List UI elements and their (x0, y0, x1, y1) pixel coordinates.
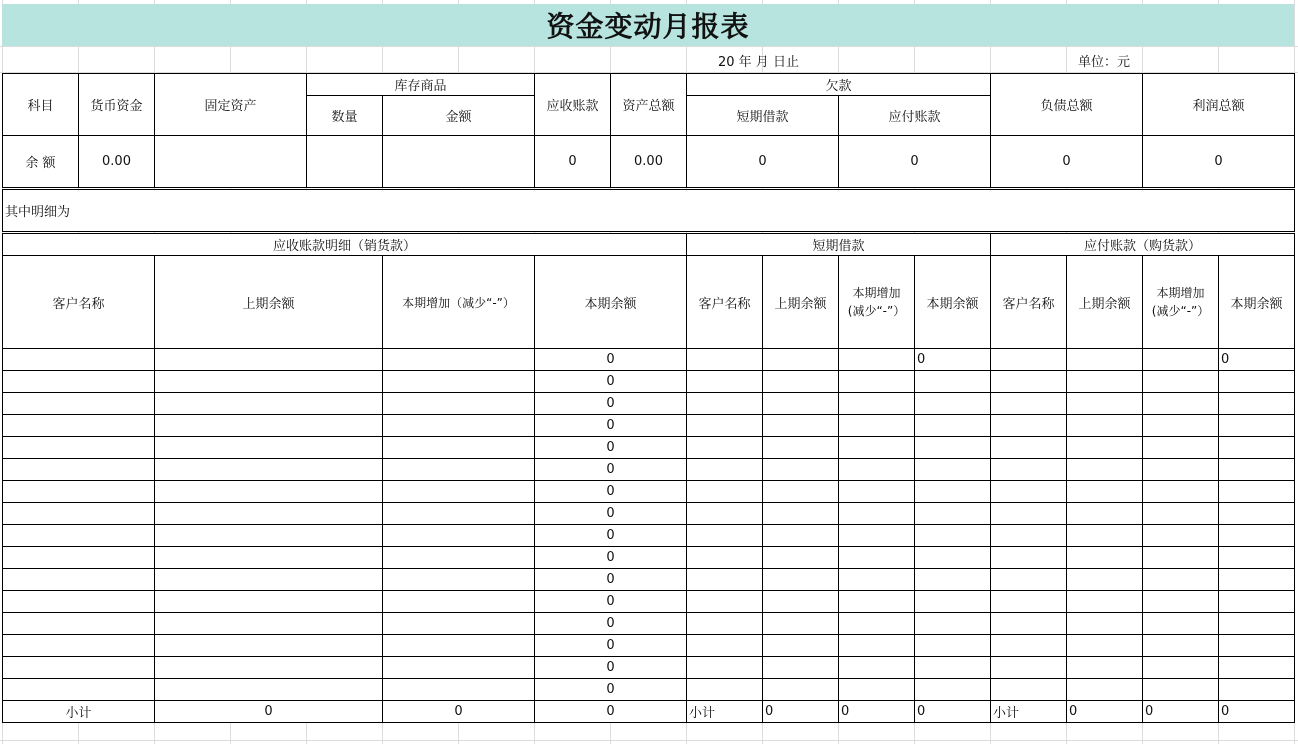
ar-current-balance-cell[interactable]: 0 (535, 591, 687, 613)
payables-value[interactable]: 0 (839, 136, 991, 188)
sl-subtotal-label: 小计 (687, 701, 763, 723)
sl-current-balance-cell[interactable]: 0 (915, 349, 991, 371)
ar-customer-name-cell[interactable] (3, 393, 155, 415)
sl-current-balance-cell[interactable] (915, 393, 991, 415)
sl-customer-name-cell[interactable] (687, 569, 763, 591)
ap-customer-name-cell[interactable] (991, 459, 1067, 481)
ap-current-balance-cell[interactable] (1219, 613, 1295, 635)
sl-increase-cell[interactable] (839, 591, 915, 613)
table-row (3, 393, 1295, 415)
ap-increase-cell[interactable] (1143, 547, 1219, 569)
ar-increase-cell[interactable] (383, 635, 535, 657)
ap-prev-balance-cell[interactable] (1067, 503, 1143, 525)
ar-subtotal-increase: 0 (383, 701, 535, 723)
unit-label: 单位：元 (1078, 55, 1131, 70)
short-term-loans-header: 短期借款 (687, 96, 839, 136)
ar-current-balance-cell[interactable]: 0 (535, 459, 687, 481)
ap-increase-cell[interactable] (1143, 459, 1219, 481)
detail-table (2, 233, 1295, 723)
sl-increase-cell[interactable] (839, 503, 915, 525)
report-date: 20 年 月 日止 (718, 55, 799, 70)
report-title: 资金变动月报表 (2, 4, 1294, 46)
ar-customer-name-cell[interactable] (3, 547, 155, 569)
sl-increase-cell[interactable] (839, 613, 915, 635)
inventory-header: 库存商品 (307, 74, 535, 96)
total-assets-value[interactable]: 0.00 (611, 136, 687, 188)
sl-current-balance-cell[interactable] (915, 525, 991, 547)
ar-current-balance-cell[interactable]: 0 (535, 657, 687, 679)
sl-increase-header (839, 256, 915, 349)
inventory-quantity-header: 数量 (307, 96, 383, 136)
ap-customer-name-cell[interactable] (991, 657, 1067, 679)
ap-increase-cell[interactable] (1143, 349, 1219, 371)
table-row (3, 569, 1295, 591)
ap-current-balance-cell[interactable] (1219, 591, 1295, 613)
sl-increase-cell[interactable] (839, 349, 915, 371)
ar-increase-cell[interactable] (383, 547, 535, 569)
ap-prev-balance-cell[interactable] (1067, 525, 1143, 547)
ar-customer-name-cell[interactable] (3, 635, 155, 657)
ar-increase-cell[interactable] (383, 503, 535, 525)
ap-subtotal-increase: 0 (1143, 701, 1219, 723)
sl-customer-name-cell[interactable] (687, 437, 763, 459)
sl-customer-name-cell[interactable] (687, 613, 763, 635)
sl-prev-balance-cell[interactable] (763, 547, 839, 569)
sl-prev-balance-cell[interactable] (763, 525, 839, 547)
ap-customer-name-cell[interactable] (991, 349, 1067, 371)
sl-prev-balance-cell[interactable] (763, 635, 839, 657)
table-row (3, 635, 1295, 657)
sl-customer-name-header: 客户名称 (687, 256, 763, 349)
ar-customer-name-cell[interactable] (3, 613, 155, 635)
ar-customer-name-cell[interactable] (3, 481, 155, 503)
sl-current-balance-cell[interactable] (915, 481, 991, 503)
sl-increase-cell[interactable] (839, 547, 915, 569)
ap-increase-cell[interactable] (1143, 591, 1219, 613)
sl-customer-name-cell[interactable] (687, 547, 763, 569)
table-row (3, 481, 1295, 503)
sl-customer-name-cell[interactable] (687, 635, 763, 657)
ap-customer-name-cell[interactable] (991, 569, 1067, 591)
ap-current-balance-header: 本期余额 (1219, 256, 1295, 349)
ar-current-balance-cell[interactable]: 0 (535, 371, 687, 393)
ar-prev-balance-cell[interactable] (155, 415, 383, 437)
fixed-assets-value[interactable] (155, 136, 307, 188)
table-row (3, 349, 1295, 371)
table-row (3, 437, 1295, 459)
total-profit-header: 利润总额 (1143, 74, 1295, 136)
ap-increase-header (1143, 256, 1219, 349)
ar-customer-name-header: 客户名称 (3, 256, 155, 349)
payables-header: 应付账款 (839, 96, 991, 136)
ap-current-balance-cell[interactable] (1219, 635, 1295, 657)
ap-customer-name-cell[interactable] (991, 415, 1067, 437)
ap-customer-name-cell[interactable] (991, 547, 1067, 569)
ar-current-balance-cell[interactable]: 0 (535, 393, 687, 415)
ap-prev-balance-cell[interactable] (1067, 613, 1143, 635)
summary-table (2, 73, 1295, 188)
ap-current-balance-cell[interactable] (1219, 503, 1295, 525)
sl-customer-name-cell[interactable] (687, 393, 763, 415)
sl-prev-balance-header: 上期余额 (763, 256, 839, 349)
ap-customer-name-cell[interactable] (991, 393, 1067, 415)
ap-increase-cell[interactable] (1143, 503, 1219, 525)
ap-customer-name-cell[interactable] (991, 481, 1067, 503)
receivables-header: 应收账款 (535, 74, 611, 136)
ar-customer-name-cell[interactable] (3, 415, 155, 437)
sl-prev-balance-cell[interactable] (763, 437, 839, 459)
ar-current-balance-cell[interactable]: 0 (535, 569, 687, 591)
ar-current-balance-cell[interactable]: 0 (535, 437, 687, 459)
ar-prev-balance-cell[interactable] (155, 393, 383, 415)
ap-increase-line1: 本期增加 (1156, 286, 1205, 300)
sl-increase-line2: (减少“-”） (847, 304, 906, 318)
ap-increase-cell[interactable] (1143, 613, 1219, 635)
ap-current-balance-cell[interactable] (1219, 525, 1295, 547)
ar-increase-cell[interactable] (383, 569, 535, 591)
ar-prev-balance-cell[interactable] (155, 503, 383, 525)
ap-customer-name-cell[interactable] (991, 503, 1067, 525)
sl-subtotal-increase: 0 (839, 701, 915, 723)
sl-increase-cell[interactable] (839, 657, 915, 679)
ar-subtotal-current: 0 (535, 701, 687, 723)
sl-prev-balance-cell[interactable] (763, 459, 839, 481)
ap-customer-name-cell[interactable] (991, 371, 1067, 393)
sl-increase-cell[interactable] (839, 635, 915, 657)
ap-current-balance-cell[interactable] (1219, 415, 1295, 437)
monetary-funds-value[interactable]: 0.00 (79, 136, 155, 188)
sl-increase-cell[interactable] (839, 459, 915, 481)
sl-current-balance-cell[interactable] (915, 569, 991, 591)
inventory-quantity-value[interactable] (307, 136, 383, 188)
sl-increase-cell[interactable] (839, 481, 915, 503)
ar-prev-balance-header: 上期余额 (155, 256, 383, 349)
ap-prev-balance-cell[interactable] (1067, 635, 1143, 657)
ap-prev-balance-cell[interactable] (1067, 481, 1143, 503)
ar-increase-cell[interactable] (383, 393, 535, 415)
table-row (3, 591, 1295, 613)
ar-customer-name-cell[interactable] (3, 569, 155, 591)
ar-customer-name-cell[interactable] (3, 503, 155, 525)
sl-customer-name-cell[interactable] (687, 459, 763, 481)
ap-increase-cell[interactable] (1143, 415, 1219, 437)
ap-increase-cell[interactable] (1143, 481, 1219, 503)
ap-subtotal-label: 小计 (991, 701, 1067, 723)
ar-increase-cell[interactable] (383, 613, 535, 635)
ar-increase-cell[interactable] (383, 657, 535, 679)
ar-increase-header: 本期增加（减少“-”） (383, 256, 535, 349)
sl-increase-cell[interactable] (839, 569, 915, 591)
ap-increase-cell[interactable] (1143, 437, 1219, 459)
ar-increase-cell[interactable] (383, 591, 535, 613)
ap-current-balance-cell[interactable] (1219, 393, 1295, 415)
owed-header: 欠款 (687, 74, 991, 96)
ap-current-balance-cell[interactable] (1219, 547, 1295, 569)
ap-increase-cell[interactable] (1143, 657, 1219, 679)
sl-increase-cell[interactable] (839, 679, 915, 701)
payable-section-title: 应付账款（购货款） (991, 234, 1295, 256)
ar-increase-cell[interactable] (383, 481, 535, 503)
ap-prev-balance-cell[interactable] (1067, 679, 1143, 701)
sl-customer-name-cell[interactable] (687, 349, 763, 371)
ap-increase-cell[interactable] (1143, 371, 1219, 393)
sl-increase-cell[interactable] (839, 393, 915, 415)
sl-current-balance-cell[interactable] (915, 371, 991, 393)
ar-customer-name-cell[interactable] (3, 371, 155, 393)
ar-current-balance-cell[interactable]: 0 (535, 613, 687, 635)
ar-current-balance-cell[interactable]: 0 (535, 547, 687, 569)
sl-subtotal-current: 0 (915, 701, 991, 723)
ap-increase-cell[interactable] (1143, 679, 1219, 701)
table-row (3, 679, 1295, 701)
short-term-loans-value[interactable]: 0 (687, 136, 839, 188)
table-row (3, 657, 1295, 679)
short-loan-section-title: 短期借款 (687, 234, 991, 256)
ar-prev-balance-cell[interactable] (155, 371, 383, 393)
monetary-funds-header: 货币资金 (79, 74, 155, 136)
ar-customer-name-cell[interactable] (3, 459, 155, 481)
inventory-amount-header: 金额 (383, 96, 535, 136)
sl-prev-balance-cell[interactable] (763, 679, 839, 701)
receivables-value[interactable]: 0 (535, 136, 611, 188)
sl-customer-name-cell[interactable] (687, 657, 763, 679)
ap-current-balance-cell[interactable] (1219, 437, 1295, 459)
sl-prev-balance-cell[interactable] (763, 591, 839, 613)
sl-increase-cell[interactable] (839, 525, 915, 547)
sl-customer-name-cell[interactable] (687, 415, 763, 437)
ap-current-balance-cell[interactable] (1219, 459, 1295, 481)
ap-customer-name-header: 客户名称 (991, 256, 1067, 349)
ar-current-balance-cell[interactable]: 0 (535, 415, 687, 437)
ar-customer-name-cell[interactable] (3, 657, 155, 679)
ar-prev-balance-cell[interactable] (155, 569, 383, 591)
ar-customer-name-cell[interactable] (3, 525, 155, 547)
table-row (3, 415, 1295, 437)
table-row (3, 459, 1295, 481)
ar-customer-name-cell[interactable] (3, 591, 155, 613)
sl-prev-balance-cell[interactable] (763, 569, 839, 591)
table-row (3, 525, 1295, 547)
ar-prev-balance-cell[interactable] (155, 591, 383, 613)
table-row (3, 371, 1295, 393)
sl-customer-name-cell[interactable] (687, 503, 763, 525)
ap-customer-name-cell[interactable] (991, 613, 1067, 635)
ar-customer-name-cell[interactable] (3, 679, 155, 701)
sl-customer-name-cell[interactable] (687, 371, 763, 393)
ar-customer-name-cell[interactable] (3, 437, 155, 459)
ap-current-balance-cell[interactable]: 0 (1219, 349, 1295, 371)
total-profit-value[interactable]: 0 (1143, 136, 1295, 188)
sl-current-balance-cell[interactable] (915, 459, 991, 481)
ap-customer-name-cell[interactable] (991, 591, 1067, 613)
sl-subtotal-prev: 0 (763, 701, 839, 723)
ap-current-balance-cell[interactable] (1219, 569, 1295, 591)
ar-current-balance-cell[interactable]: 0 (535, 481, 687, 503)
sl-prev-balance-cell[interactable] (763, 613, 839, 635)
ar-increase-cell[interactable] (383, 415, 535, 437)
ar-prev-balance-cell[interactable] (155, 613, 383, 635)
ar-subtotal-prev: 0 (155, 701, 383, 723)
ar-prev-balance-cell[interactable] (155, 349, 383, 371)
ap-prev-balance-header: 上期余额 (1067, 256, 1143, 349)
total-liabilities-value[interactable]: 0 (991, 136, 1143, 188)
ar-prev-balance-cell[interactable] (155, 657, 383, 679)
sl-customer-name-cell[interactable] (687, 591, 763, 613)
total-assets-header: 资产总额 (611, 74, 687, 136)
ar-increase-cell[interactable] (383, 459, 535, 481)
ar-current-balance-header: 本期余额 (535, 256, 687, 349)
ap-prev-balance-cell[interactable] (1067, 349, 1143, 371)
ap-increase-cell[interactable] (1143, 525, 1219, 547)
sl-current-balance-cell[interactable] (915, 547, 991, 569)
sl-increase-cell[interactable] (839, 371, 915, 393)
balance-row-label: 余 额 (3, 136, 79, 188)
ap-customer-name-cell[interactable] (991, 525, 1067, 547)
total-liabilities-header: 负债总额 (991, 74, 1143, 136)
table-row (3, 613, 1295, 635)
sl-customer-name-cell[interactable] (687, 481, 763, 503)
ap-prev-balance-cell[interactable] (1067, 459, 1143, 481)
sl-prev-balance-cell[interactable] (763, 393, 839, 415)
ar-prev-balance-cell[interactable] (155, 525, 383, 547)
ar-increase-cell[interactable] (383, 349, 535, 371)
ap-current-balance-cell[interactable] (1219, 481, 1295, 503)
inventory-amount-value[interactable] (383, 136, 535, 188)
ap-customer-name-cell[interactable] (991, 635, 1067, 657)
ap-prev-balance-cell[interactable] (1067, 415, 1143, 437)
ap-customer-name-cell[interactable] (991, 679, 1067, 701)
sl-prev-balance-cell[interactable] (763, 503, 839, 525)
ap-prev-balance-cell[interactable] (1067, 547, 1143, 569)
ar-current-balance-cell[interactable]: 0 (535, 349, 687, 371)
sl-prev-balance-cell[interactable] (763, 371, 839, 393)
ar-current-balance-cell[interactable]: 0 (535, 679, 687, 701)
ar-increase-cell[interactable] (383, 371, 535, 393)
ap-increase-cell[interactable] (1143, 635, 1219, 657)
ar-increase-cell[interactable] (383, 525, 535, 547)
sl-current-balance-cell[interactable] (915, 437, 991, 459)
ar-prev-balance-cell[interactable] (155, 547, 383, 569)
ar-current-balance-cell[interactable]: 0 (535, 525, 687, 547)
table-row (3, 503, 1295, 525)
ap-prev-balance-cell[interactable] (1067, 591, 1143, 613)
ap-current-balance-cell[interactable] (1219, 371, 1295, 393)
ar-customer-name-cell[interactable] (3, 349, 155, 371)
ap-subtotal-current: 0 (1219, 701, 1295, 723)
ar-prev-balance-cell[interactable] (155, 437, 383, 459)
ap-current-balance-cell[interactable] (1219, 657, 1295, 679)
ap-customer-name-cell[interactable] (991, 437, 1067, 459)
ap-prev-balance-cell[interactable] (1067, 657, 1143, 679)
ar-subtotal-label: 小计 (3, 701, 155, 723)
ap-increase-cell[interactable] (1143, 393, 1219, 415)
ap-increase-cell[interactable] (1143, 569, 1219, 591)
receivable-section-title: 应收账款明细（销货款） (3, 234, 687, 256)
ap-increase-line2: (减少“-”） (1151, 304, 1210, 318)
ar-current-balance-cell[interactable]: 0 (535, 635, 687, 657)
detail-label-row (2, 189, 1295, 232)
sl-current-balance-cell[interactable] (915, 591, 991, 613)
sl-prev-balance-cell[interactable] (763, 349, 839, 371)
sl-prev-balance-cell[interactable] (763, 415, 839, 437)
ar-prev-balance-cell[interactable] (155, 481, 383, 503)
sl-current-balance-cell[interactable] (915, 635, 991, 657)
ap-prev-balance-cell[interactable] (1067, 569, 1143, 591)
ap-current-balance-cell[interactable] (1219, 679, 1295, 701)
ap-prev-balance-cell[interactable] (1067, 437, 1143, 459)
sl-customer-name-cell[interactable] (687, 525, 763, 547)
sl-current-balance-cell[interactable] (915, 657, 991, 679)
sl-increase-line1: 本期增加 (852, 286, 901, 300)
ap-subtotal-prev: 0 (1067, 701, 1143, 723)
fixed-assets-header: 固定资产 (155, 74, 307, 136)
sl-current-balance-cell[interactable] (915, 415, 991, 437)
sl-prev-balance-cell[interactable] (763, 481, 839, 503)
ar-increase-cell[interactable] (383, 437, 535, 459)
ar-prev-balance-cell[interactable] (155, 459, 383, 481)
ap-prev-balance-cell[interactable] (1067, 393, 1143, 415)
table-row (3, 547, 1295, 569)
ar-increase-cell[interactable] (383, 679, 535, 701)
sl-current-balance-cell[interactable] (915, 613, 991, 635)
ar-prev-balance-cell[interactable] (155, 635, 383, 657)
ap-prev-balance-cell[interactable] (1067, 371, 1143, 393)
detail-label: 其中明细为 (3, 190, 1295, 232)
sl-increase-cell[interactable] (839, 415, 915, 437)
sl-prev-balance-cell[interactable] (763, 657, 839, 679)
ar-current-balance-cell[interactable]: 0 (535, 503, 687, 525)
sl-current-balance-cell[interactable] (915, 679, 991, 701)
sl-customer-name-cell[interactable] (687, 679, 763, 701)
subject-header: 科目 (3, 74, 79, 136)
sl-current-balance-header: 本期余额 (915, 256, 991, 349)
sl-current-balance-cell[interactable] (915, 503, 991, 525)
ar-prev-balance-cell[interactable] (155, 679, 383, 701)
sl-increase-cell[interactable] (839, 437, 915, 459)
